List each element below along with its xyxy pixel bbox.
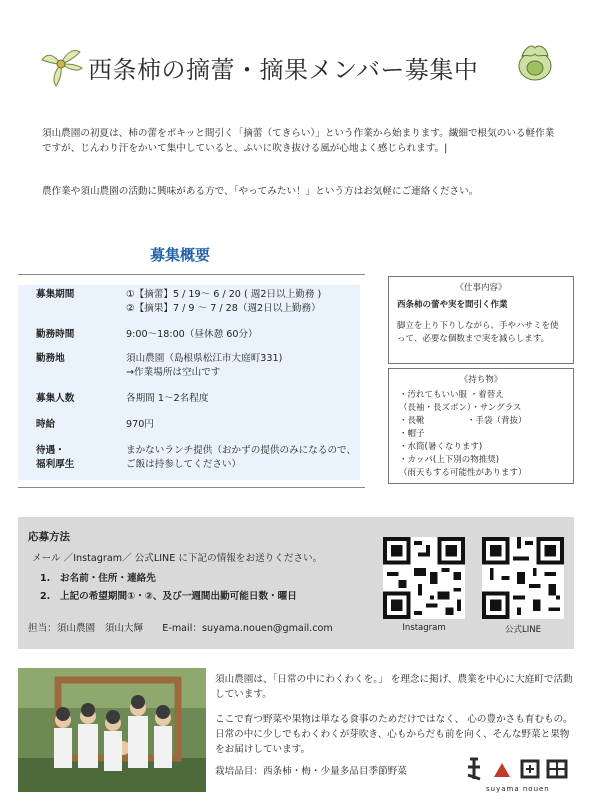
belongings-item: ・カッパ(上下別の物推奨) xyxy=(399,455,500,465)
about-paragraph-1: 須山農園は、「日常の中にわくわくを。」 を理念に掲げ、農業を中心に大庭町で活動しています。 xyxy=(215,674,573,700)
work-content-box xyxy=(388,276,574,364)
persimmon-bud-icon-right xyxy=(512,40,558,84)
crops-line: 栽培品目：西条柿・梅・少量多品目季節野菜 xyxy=(215,766,407,777)
about-paragraph-2: ここで育つ野菜や果物は単なる食事のためだけではなく、 心の豊かさも育むもの。日常の中に少しでもわくわくが芽吹き、心もからだも前を向く、そんな野菜と果物をお届けしています。 xyxy=(215,714,573,755)
intro-paragraph-contact: 農作業や須山農園の活動に興味がある方で、「やってみたい！」という方はお気軽にご連絡ください。 xyxy=(42,186,479,197)
belongings-heading: 《持ち物》 xyxy=(459,375,503,385)
page-title: 西条柿の摘蕾・摘果メンバー募集中 xyxy=(88,56,479,84)
belongings-list xyxy=(389,389,573,480)
instagram-qr-label: Instagram xyxy=(402,623,446,633)
application-item-1: 1. お名前・住所・連絡先 xyxy=(40,573,156,584)
benefit-value: まかないランチ提供（おかずの提供のみになるので、ご飯は持参してください） xyxy=(126,445,357,470)
belongings-item: ・水筒(暑くなります) xyxy=(399,442,483,452)
work-box-body: 脚立を上り下りしながら、手やハサミを使って、必要な個数まで実を減らします。 xyxy=(397,321,559,344)
period-value-2: ②【摘果】7 / 9 ～ 7 / 28（週2日以上勤務） xyxy=(126,303,321,314)
hours-label: 勤務時間 xyxy=(36,329,75,340)
wage-value: 970円 xyxy=(126,419,154,430)
persimmon-flower-icon-left xyxy=(38,42,84,88)
count-value: 各期間 1～2名程度 xyxy=(126,393,209,404)
belongings-item: ・汚れてもいい服 ・着替え xyxy=(399,390,504,400)
contact-line: 担当：須山農園 須山大輝 E-mail：suyama.nouen@gmail.com xyxy=(28,623,333,634)
intro-paragraph: 須山農園の初夏は、柿の蕾をポキッと間引く「摘蕾（てきらい）」という作業から始まります。繊細で根気のいる軽作業ですが、じんわり汗をかいて集中していると、ふいに吹き抜ける風が心地よく感じられます。| xyxy=(42,128,555,154)
section-title: 募集概要 xyxy=(150,246,211,264)
benefit-label-1: 待遇・ xyxy=(36,445,65,456)
application-panel xyxy=(18,517,574,649)
application-lead: メール ／Instagram／ 公式LINE に下記の情報をお送りください。 xyxy=(32,553,323,564)
logo-caption: suyama nouen xyxy=(486,785,550,793)
benefit-label-2: 福利厚生 xyxy=(36,459,75,470)
belongings-item: （雨天もする可能性があります） xyxy=(399,468,527,478)
team-photo xyxy=(18,668,206,792)
line-qr-label: 公式LINE xyxy=(505,625,541,635)
count-label: 募集人数 xyxy=(36,393,75,404)
work-box-heading: 《仕事内容》 xyxy=(455,283,507,293)
period-label: 募集期間 xyxy=(36,289,75,300)
period-value-1: ①【摘蕾】5 / 19～ 6 / 20 ( 週2日以上勤務 ) xyxy=(126,289,322,300)
place-value-1: 須山農園（島根県松江市大庭町331) xyxy=(126,353,283,364)
place-label: 勤務地 xyxy=(36,353,65,364)
wage-label: 時給 xyxy=(36,419,56,430)
application-heading: 応募方法 xyxy=(28,531,70,543)
belongings-box xyxy=(388,368,574,484)
work-box-subheading: 西条柿の蕾や実を間引く作業 xyxy=(397,300,508,310)
instagram-qr-code[interactable] xyxy=(383,537,465,619)
belongings-item: ・長靴 ・手袋（背抜） xyxy=(399,416,527,426)
suyama-nouen-logo xyxy=(464,757,574,791)
belongings-item: （長袖・長ズボン）・サングラス xyxy=(399,403,522,413)
line-qr-code[interactable] xyxy=(482,537,564,619)
belongings-item: ・帽子 xyxy=(399,429,425,439)
info-table xyxy=(18,288,365,488)
hours-value: 9:00～18:00（昼休憩 60分） xyxy=(126,329,258,340)
place-value-2: →作業場所は空山です xyxy=(126,367,221,378)
application-item-2: 2. 上記の希望期間①・②、及び一週間出勤可能日数・曜日 xyxy=(40,591,297,602)
